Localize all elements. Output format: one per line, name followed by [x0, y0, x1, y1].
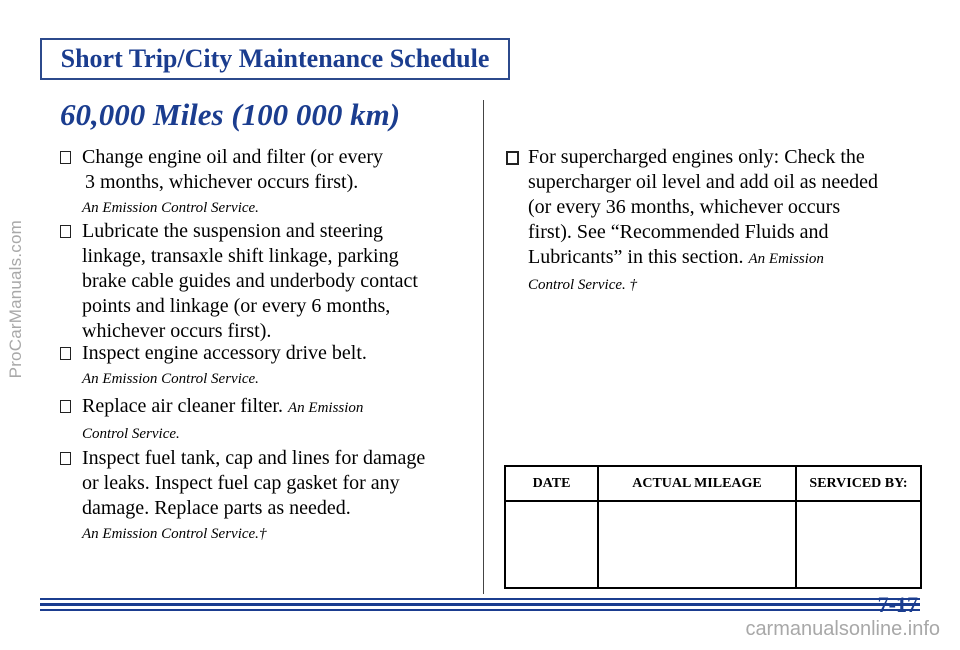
maintenance-item-lubricate	[60, 219, 418, 344]
item-line: supercharger oil level and add oil as needed	[528, 171, 879, 193]
footer-rule	[40, 609, 920, 611]
dagger-mark: †	[629, 277, 638, 293]
schedule-title: Short Trip/City Maintenance Schedule	[60, 44, 490, 73]
service-note: An Emission Control Service.	[82, 371, 259, 387]
column-header-serviced-by: SERVICED BY:	[796, 466, 921, 501]
item-line: linkage, transaxle shift linkage, parking	[82, 245, 399, 267]
bottom-watermark: carmanualsonline.info	[745, 618, 940, 640]
item-line: Inspect engine accessory drive belt.	[82, 342, 367, 364]
service-note: An Emission Control Service.	[82, 200, 259, 216]
column-divider	[483, 100, 484, 594]
item-line: brake cable guides and underbody contact	[82, 270, 418, 292]
item-line: Change engine oil and filter (or every	[82, 146, 383, 168]
checkbox[interactable]	[60, 400, 71, 413]
footer-rule	[40, 598, 920, 600]
item-line: Replace air cleaner filter.	[82, 395, 283, 417]
dagger-mark: †	[258, 526, 267, 542]
item-line: or leaks. Inspect fuel cap gasket for any	[82, 472, 400, 494]
maintenance-item-air-filter	[60, 394, 363, 447]
service-note: An Emission Control Service.	[82, 526, 259, 542]
maintenance-item-oil-change	[60, 145, 383, 221]
checkbox[interactable]	[60, 151, 71, 164]
item-line: Inspect fuel tank, cap and lines for damage	[82, 447, 426, 469]
maintenance-item-fuel-tank	[60, 446, 425, 547]
date-cell[interactable]	[505, 501, 598, 588]
item-line: damage. Replace parts as needed.	[82, 497, 351, 519]
serviced-by-cell[interactable]	[796, 501, 921, 588]
item-line: points and linkage (or every 6 months,	[82, 295, 391, 317]
page-number: 7-17	[877, 592, 918, 617]
service-note: An Emission	[748, 251, 824, 267]
mileage-cell[interactable]	[598, 501, 796, 588]
checkbox[interactable]	[506, 151, 519, 165]
column-header-date: DATE	[505, 466, 598, 501]
service-note: An Emission	[288, 400, 364, 416]
section-title: 60,000 Miles (100 000 km)	[60, 97, 401, 132]
table-header-row	[505, 466, 921, 501]
maintenance-item-supercharger	[506, 145, 878, 298]
service-log-table	[504, 465, 922, 589]
checkbox[interactable]	[60, 225, 71, 238]
maintenance-item-drive-belt	[60, 341, 367, 392]
column-header-mileage: ACTUAL MILEAGE	[598, 466, 796, 501]
schedule-header	[40, 38, 510, 80]
footer-rule	[40, 603, 920, 606]
checkbox[interactable]	[60, 452, 71, 465]
item-line: (or every 36 months, whichever occurs	[528, 196, 841, 218]
item-line: first). See “Recommended Fluids and	[528, 221, 829, 243]
item-line: Lubricants” in this section.	[528, 246, 744, 268]
checkbox[interactable]	[60, 347, 71, 360]
table-row	[505, 501, 921, 588]
item-line: For supercharged engines only: Check the	[528, 146, 865, 168]
item-line: 3 months, whichever occurs first).	[85, 171, 359, 193]
item-line: Lubricate the suspension and steering	[82, 220, 384, 242]
item-line: whichever occurs first).	[82, 320, 272, 342]
service-note-cont: Control Service.	[528, 277, 626, 293]
side-watermark: ProCarManuals.com	[6, 220, 25, 379]
service-note-cont: Control Service.	[82, 426, 180, 442]
